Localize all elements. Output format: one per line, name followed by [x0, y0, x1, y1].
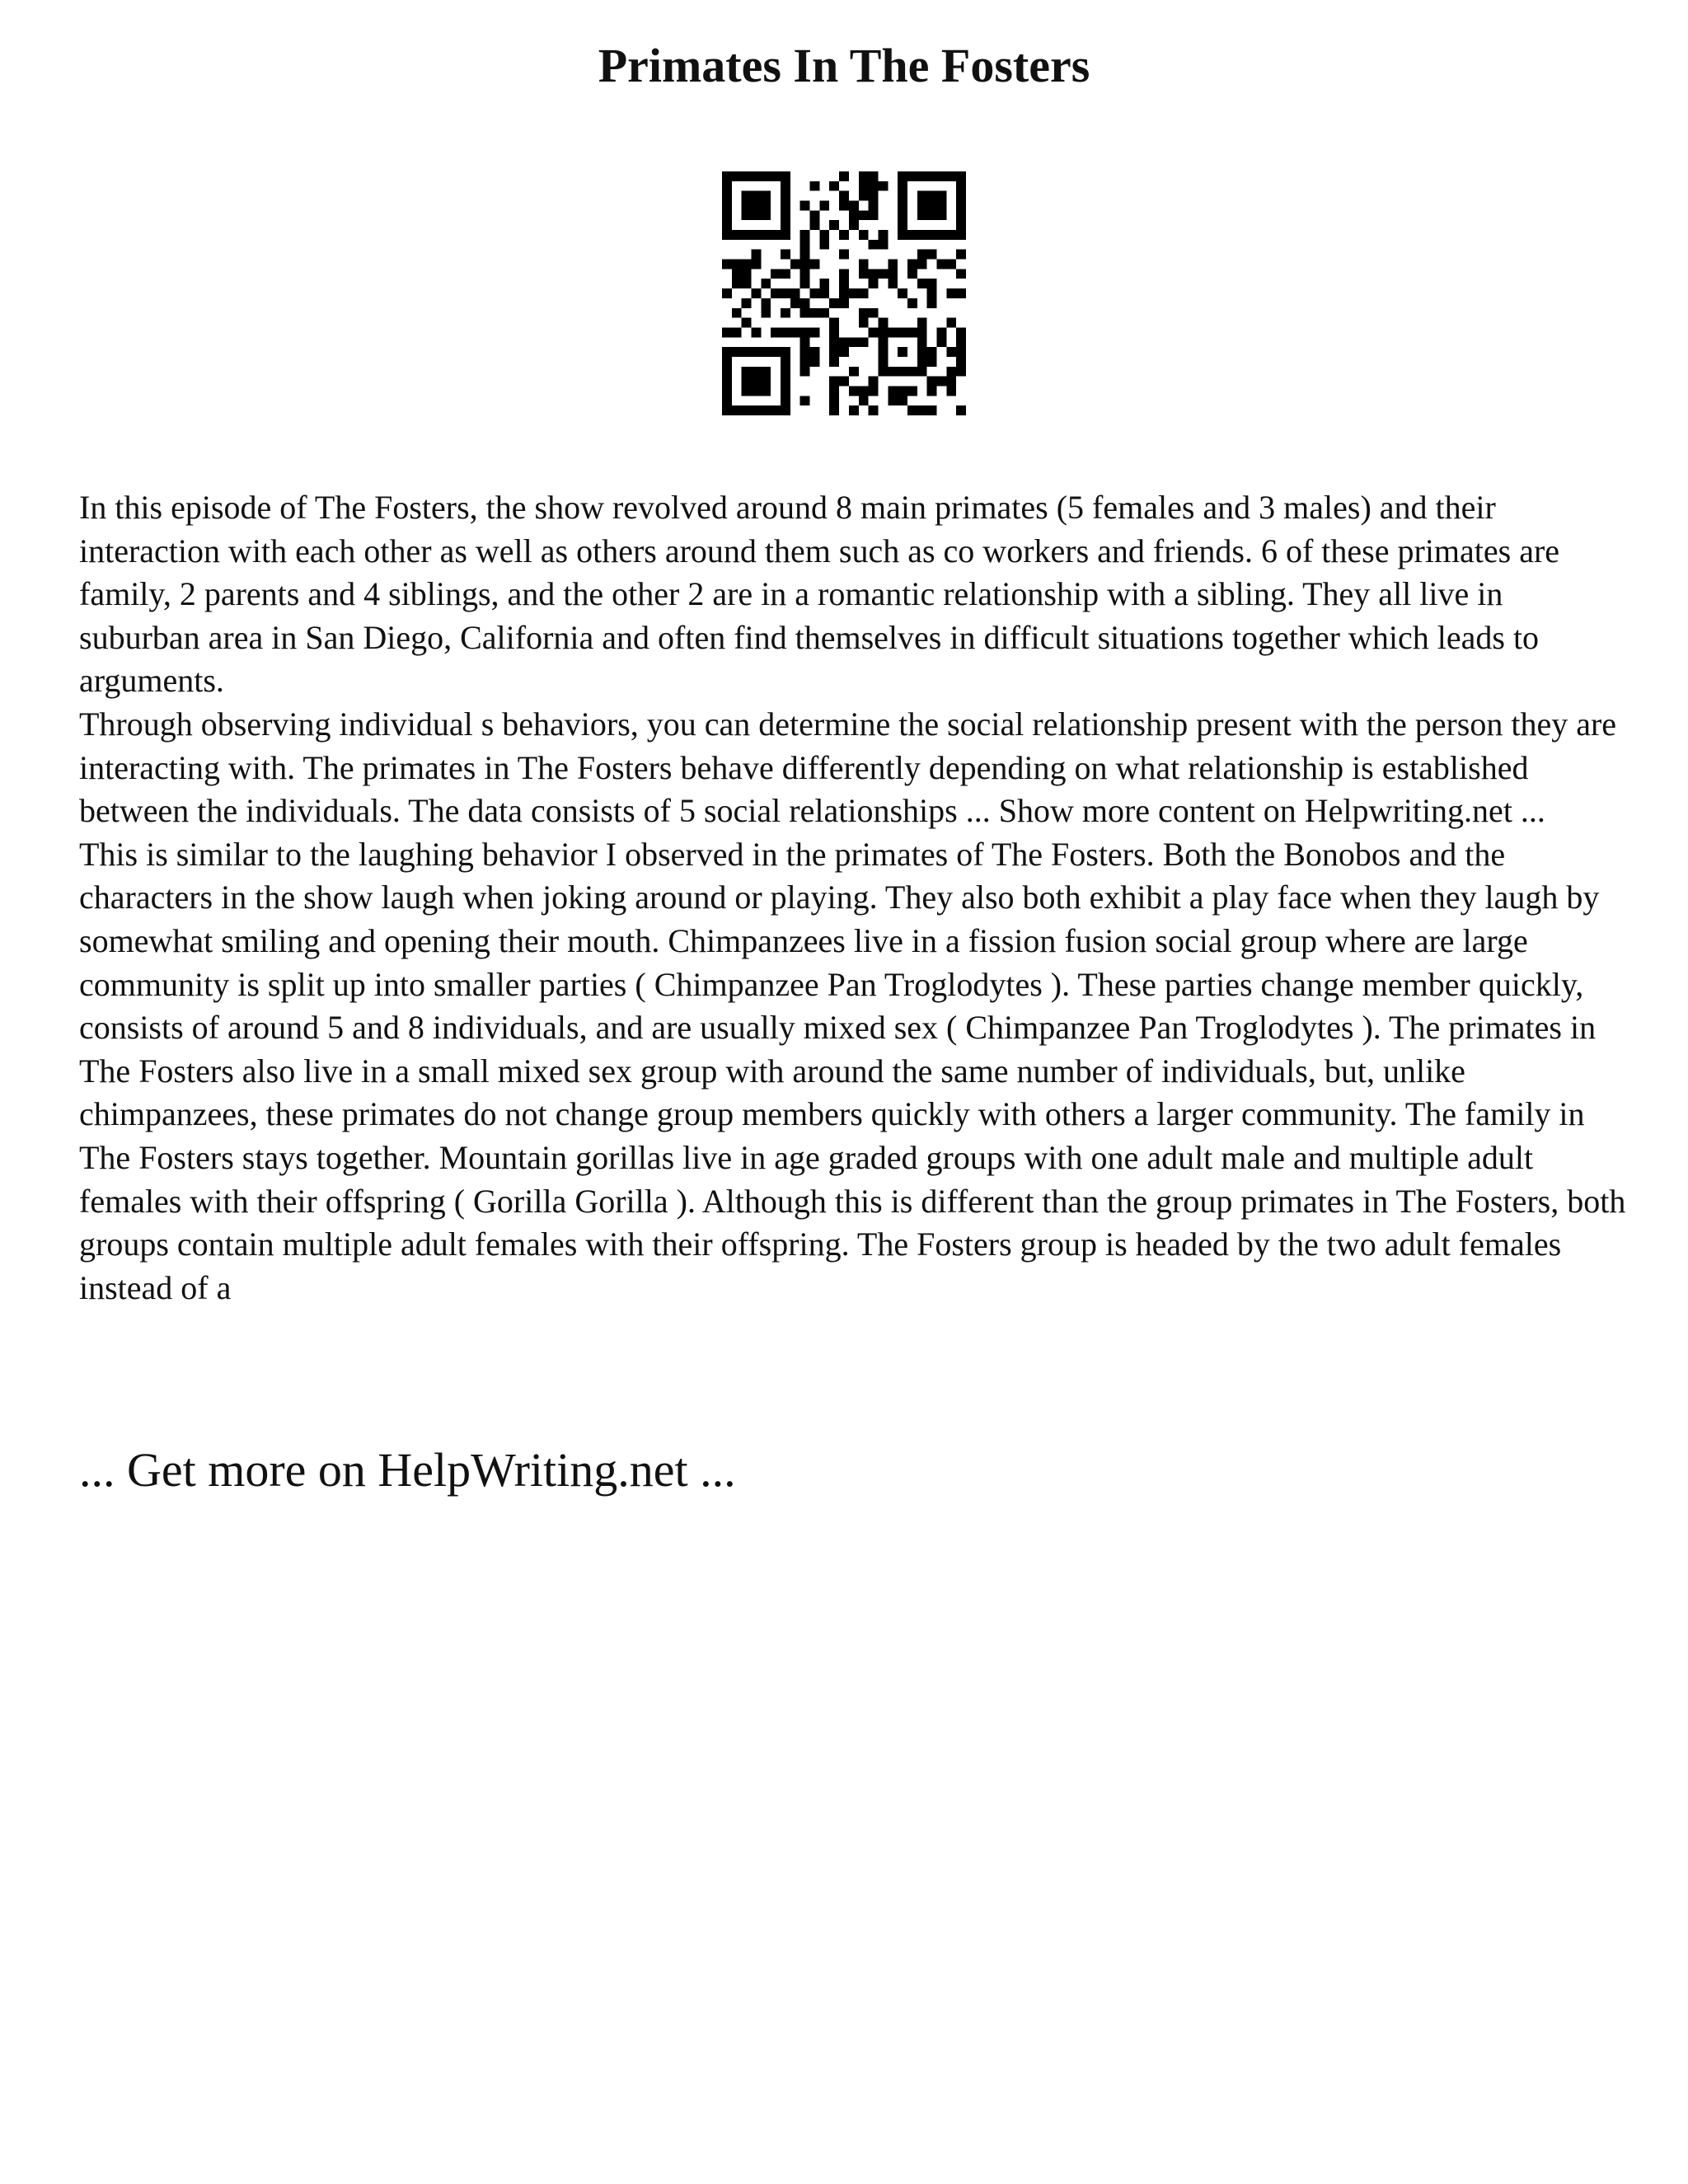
- get-more-link[interactable]: ... Get more on HelpWriting.net ...: [79, 1443, 736, 1497]
- paragraph-1: In this episode of The Fosters, the show revolved around 8 main primates (5 females and 3 males) and their interaction with each other as well as others around them such as co workers and friends. 6 of these primates are family, 2 parents and 4 siblings, and the other 2 are in a romantic relationship with a sibling. They all live in suburban area in San Diego, California and often find themselves in difficult situations together which leads to arguments.: [79, 489, 1560, 700]
- document-title: Primates In The Fosters: [598, 39, 1090, 92]
- paragraph-2: Through observing individual s behaviors, you can determine the social relationship present with the person they are interacting with. The primates in The Fosters behave differently depending on what relationship is established between the individuals. The data consists of 5 social relationships ... Show more content on Helpwriting.net ...: [79, 705, 1617, 830]
- paragraph-3: This is similar to the laughing behavior I observed in the primates of The Fosters. Both the Bonobos and the characters in the show laugh when joking around or playing. They also both exhibit a play face when they laugh by somewhat smiling and opening their mouth. Chimpanzees live in a fission fusion social group where are large community is split up into smaller parties ( Chimpanzee Pan Troglodytes ). These parties change member quickly, consists of around 5 and 8 individuals, and are usually mixed sex ( Chimpanzee Pan Troglodytes ). The primates in The Fosters also live in a small mixed sex group with around the same number of individuals, but, unlike chimpanzees, these primates do not change group members quickly with others a larger community. The family in The Fosters stays together. Mountain gorillas live in age graded groups with one adult male and multiple adult females with their offspring ( Gorilla Gorilla ). Although this is different than the group primates in The Fosters, both groups contain multiple adult females with their offspring. The Fosters group is headed by the two adult females instead of a: [79, 835, 1626, 1306]
- document-body: [79, 486, 1629, 1310]
- qr-code-icon: [722, 171, 966, 415]
